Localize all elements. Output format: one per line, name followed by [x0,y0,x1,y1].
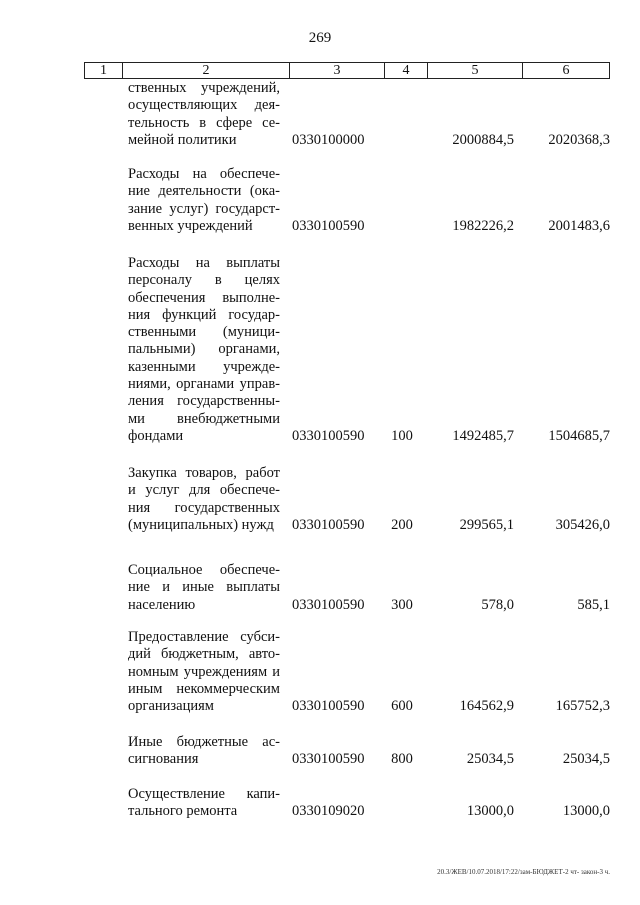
description-line: ния функций государ- [128,306,280,323]
row-value-col5: 25034,5 [466,751,514,768]
description-line: ниями, органами управ- [128,376,280,393]
row-description [128,562,280,614]
row-value-col6: 13000,0 [562,803,610,820]
row-value-col6: 2001483,6 [548,217,610,234]
description-line: осуществляющих дея- [128,97,280,114]
row-expense-type: 300 [391,596,413,613]
description-line: обеспечения выполне- [128,289,280,306]
row-description [128,255,280,445]
header-col-1: 1 [85,63,123,78]
header-col-6: 6 [562,63,570,78]
document-footer: 20.3/ЖЕВ/10.07.2018/17:22/зам-БЮДЖЕТ-2 чт- закон-3 ч. [437,868,610,876]
description-line: ния государственных [128,499,280,516]
header-col-5: 5 [428,63,523,78]
description-line: персоналу в целях [128,272,280,289]
row-description [128,80,280,149]
row-code: 0330100000 [292,131,365,148]
description-line: Осуществление капи- [128,786,280,802]
row-description [128,166,280,235]
description-line: населению [128,596,196,613]
header-col-4: 4 [385,63,428,78]
row-value-col5: 578,0 [481,596,514,613]
description-line: тельность в сфере се- [128,114,280,131]
row-expense-type: 800 [391,751,413,768]
description-line: дий бюджетным, авто- [128,646,280,663]
description-line: тального ремонта [128,803,238,820]
table-header [84,62,610,79]
row-code: 0330109020 [292,803,365,820]
row-value-col6: 25034,5 [562,751,610,768]
description-line: зание услуг) государст- [128,200,280,217]
description-line: Закупка товаров, работ [128,465,280,481]
description-line: (муниципальных) нужд [128,516,274,533]
description-line: пальными) органами, [128,341,280,358]
description-line: казенными учрежде- [128,358,280,375]
row-value-col5: 299565,1 [459,516,514,533]
description-line: Расходы на выплаты [128,255,280,271]
row-code: 0330100590 [292,751,365,768]
description-line: венных учреждений [128,217,253,234]
description-line: ние деятельности (ока- [128,183,280,200]
description-line: ственными (муници- [128,324,280,341]
description-line: Иные бюджетные ас- [128,734,280,750]
description-line: ние и иные выплаты [128,579,280,596]
row-description [128,629,280,715]
description-line: номным учреждениям и [128,663,280,680]
row-value-col5: 1492485,7 [452,428,514,444]
description-line: ления государственны- [128,393,280,410]
description-line: сигнования [128,751,199,768]
row-value-col5: 164562,9 [459,698,514,715]
row-expense-type: 100 [391,428,413,444]
row-value-col6: 2020368,3 [548,131,610,148]
header-col-3: 3 [290,63,385,78]
row-value-col6: 585,1 [577,596,610,613]
row-code: 0330100590 [292,428,365,444]
description-line: и услуг для обеспече- [128,482,280,499]
description-line: Предоставление субси- [128,629,280,645]
row-expense-type: 200 [391,516,413,533]
row-value-col5: 13000,0 [466,803,514,820]
row-value-col6: 1504685,7 [548,428,610,444]
description-line: ми внебюджетными [128,410,280,427]
row-code: 0330100590 [292,698,365,715]
description-line: ственных учреждений, [128,80,280,96]
description-line: Расходы на обеспече- [128,166,280,182]
description-line: иным некоммерческим [128,680,280,697]
row-description [128,734,280,769]
row-description [128,786,280,821]
header-col-2: 2 [123,63,290,78]
row-value-col5: 2000884,5 [452,131,514,148]
description-line: Социальное обеспече- [128,562,280,578]
row-code: 0330100590 [292,217,365,234]
page-number: 269 [308,30,332,46]
row-value-col5: 1982226,2 [452,217,514,234]
row-value-col6: 165752,3 [555,698,610,715]
row-description [128,465,280,534]
description-line: организациям [128,698,214,715]
row-code: 0330100590 [292,516,365,533]
description-line: мейной политики [128,131,237,148]
row-value-col6: 305426,0 [555,516,610,533]
row-code: 0330100590 [292,596,365,613]
description-line: фондами [128,427,184,444]
row-expense-type: 600 [391,698,413,715]
